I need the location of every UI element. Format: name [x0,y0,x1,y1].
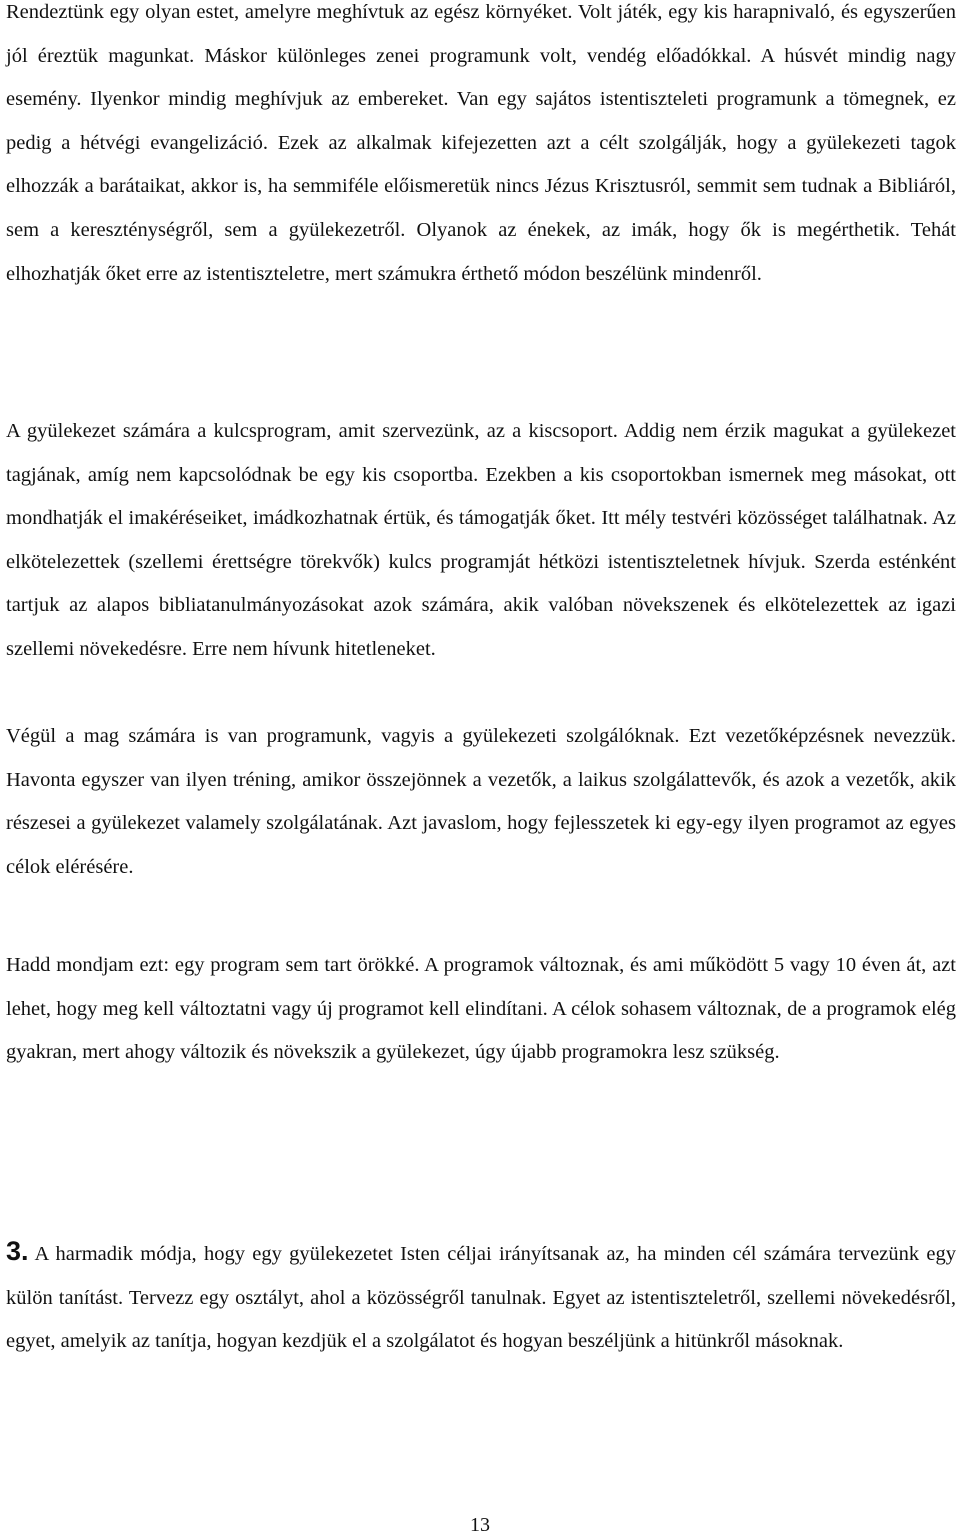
paragraph-2: A gyülekezet számára a kulcsprogram, amit szervezünk, az a kiscsoport. Addig nem érzik magukat a gyülekezet tagjának, amíg nem kapcsolódnak be egy kis csoportba. Ezekben a kis csoportokban ismernek meg másokat, ott mondhatják el imakéréseiket, imádkozhatnak értük, és támogatják őket. Itt mély testvéri közösséget találhatnak. Az elkötelezettek (szellemi érettségre törekvők) kulcs programját hétközi istentiszteletnek hívjuk. Szerda esténként tartjuk az alapos bibliatanulmányozásokat azok számára, akik valóban növekszenek és elkötelezettek az igazi szellemi növekedésre. Erre nem hívunk hitetleneket. [6,420,956,660]
paragraph-4: Hadd mondjam ezt: egy program sem tart örökké. A programok változnak, és ami működött 5 vagy 10 éven át, azt lehet, hogy meg kell változtatni vagy új programot kell elindítani. A célok sohasem változnak, de a programok elég gyakran, mert ahogy változik és növekszik a gyülekezet, úgy újabb programokra lesz szükség. [6,954,956,1064]
paragraph-1: Rendeztünk egy olyan estet, amelyre meghívtuk az egész környéket. Volt játék, egy kis harapnivaló, és egyszerűen jól éreztük magunkat. Máskor különleges zenei programunk volt, vendég előadókkal. A húsvét mindig nagy esemény. Ilyenkor mindig meghívjuk az embereket. Van egy sajátos istentiszteleti programunk a tömegnek, ez pedig a hétvégi evangelizáció. Ezek az alkalmak kifejezetten azt a célt szolgálják, hogy a gyülekezeti tagok elhozzák a barátaikat, akkor is, ha semmiféle előismeretük nincs Jézus Krisztusról, semmit sem tudnak a Bibliáról, sem a kereszténységről, sem a gyülekezetről. Olyanok az énekek, az imák, hogy ők is megérthetik. Tehát elhozhatják őket erre az istentiszteletre, mert számukra érthető módon beszélünk mindenről. [6,1,956,285]
paragraph-3: Végül a mag számára is van programunk, vagyis a gyülekezeti szolgálóknak. Ezt vezetőképzésnek nevezzük. Havonta egyszer van ilyen tréning, amikor összejönnek a vezetők, a laikus szolgálattevők, és azok a vezetők, akik részesei a gyülekezet valamely szolgálatának. Azt javaslom, hogy fejlesszetek ki egy-egy ilyen programot az egyes célok elérésére. [6,725,956,878]
section-paragraph [6,1230,956,1364]
section-text: A harmadik módja, hogy egy gyülekezetet Isten céljai irányítsanak az, ha minden cél számára tervezünk egy külön tanítást. Tervezz egy osztályt, ahol a közösségről tanulnak. Egyet az istentiszteletről, szellemi növekedésről, egyet, amelyik az tanítja, hogyan kezdjük el a szolgálatot és hogyan beszéljünk a hitünkről másoknak. [6,1243,956,1353]
section-number: 3. [6,1236,29,1266]
page-number: 13 [470,1514,490,1536]
